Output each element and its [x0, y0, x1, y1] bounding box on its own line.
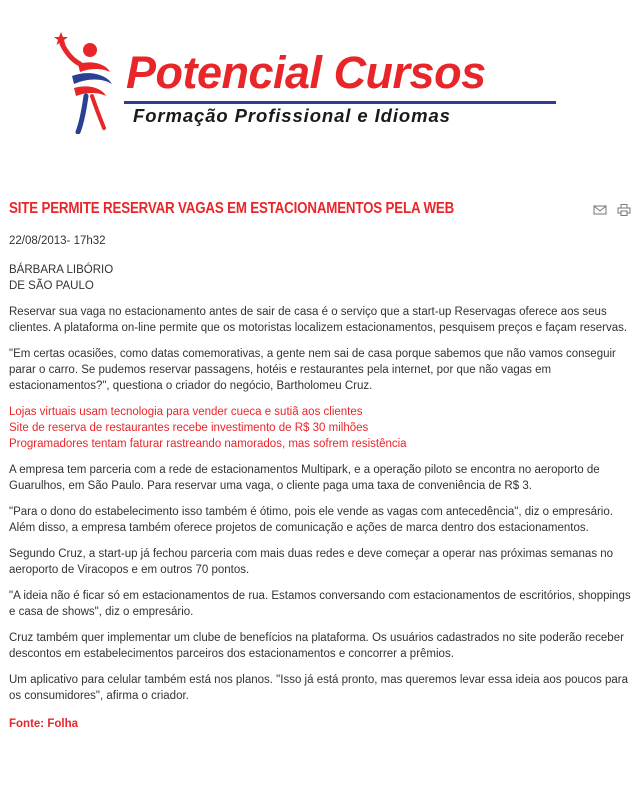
paragraph: "A ideia não é ficar só em estacionamentos de rua. Estamos conversando com estacionamentos de escritórios, shoppings e casa de shows", diz o empresário.: [9, 590, 631, 618]
paragraph: A empresa tem parceria com a rede de estacionamentos Multipark, e a operação piloto se encontra no aeroporto de Guarulhos, em São Paulo. Para reservar uma vaga, o cliente paga uma taxa de conveniência de R$ 3.: [9, 464, 600, 492]
brand-name: Potencial Cursos: [126, 47, 486, 98]
related-link[interactable]: Lojas virtuais usam tecnologia para vender cueca e sutiã aos clientes: [9, 406, 363, 418]
site-header: [0, 0, 640, 170]
paragraph: "Para o dono do estabelecimento isso também é ótimo, pois ele vende as vagas com antecedência", diz o empresário. Além disso, a empresa também oferece projetos de comunicação e ações de marca dentro dos estacionamentos.: [9, 506, 613, 534]
paragraph: Reservar sua vaga no estacionamento antes de sair de casa é o serviço que a start-up Reservagas oferece aos seus clientes. A plataforma on-line permite que os motoristas localizem estacionamentos, pesquisem preços e façam reservas.: [9, 306, 628, 334]
print-icon[interactable]: [617, 204, 631, 216]
related-link[interactable]: Site de reserva de restaurantes recebe investimento de R$ 30 milhões: [9, 422, 369, 434]
article-tools: [593, 204, 631, 216]
author-location: DE SÃO PAULO: [9, 280, 94, 292]
paragraph: Cruz também quer implementar um clube de benefícios na plataforma. Os usuários cadastrados no site poderão receber descontos em estabelecimentos parceiros dos estacionamentos e concorrer a prêmios.: [9, 632, 624, 660]
paragraph: Segundo Cruz, a start-up já fechou parceria com mais duas redes e deve começar a operar nas próximas semanas no aeroporto de Viracopos e em outros 70 pontos.: [9, 548, 614, 576]
related-link[interactable]: Programadores tentam faturar rastreando namorados, mas sofrem resistência: [9, 438, 407, 450]
related-links: [9, 404, 631, 452]
article: [9, 198, 631, 732]
paragraph: "Em certas ocasiões, como datas comemorativas, a gente nem sai de casa porque sabemos que não vamos conseguir parar o carro. Se pudemos reservar passagens, hotéis e restaurantes pela internet, por que não vagas em estacionamentos?", questiona o criador do negócio, Bartholomeu Cruz.: [9, 348, 616, 392]
logo-figure-icon: [52, 30, 118, 134]
article-date: 22/08/2013- 17h32: [9, 235, 106, 247]
article-byline: [9, 262, 631, 294]
author-name: BÁRBARA LIBÓRIO: [9, 264, 114, 276]
brand-tagline: Formação Profissional e Idiomas: [133, 105, 451, 126]
article-title: SITE PERMITE RESERVAR VAGAS EM ESTACIONAMENTOS PELA WEB: [9, 200, 455, 217]
article-source: Fonte: Folha: [9, 718, 78, 730]
paragraph: Um aplicativo para celular também está nos planos. "Isso já está pronto, mas queremos levar essa ideia aos poucos para os consumidores", afirma o criador.: [9, 674, 629, 702]
email-icon[interactable]: [593, 204, 607, 216]
brand-divider: [124, 101, 556, 104]
